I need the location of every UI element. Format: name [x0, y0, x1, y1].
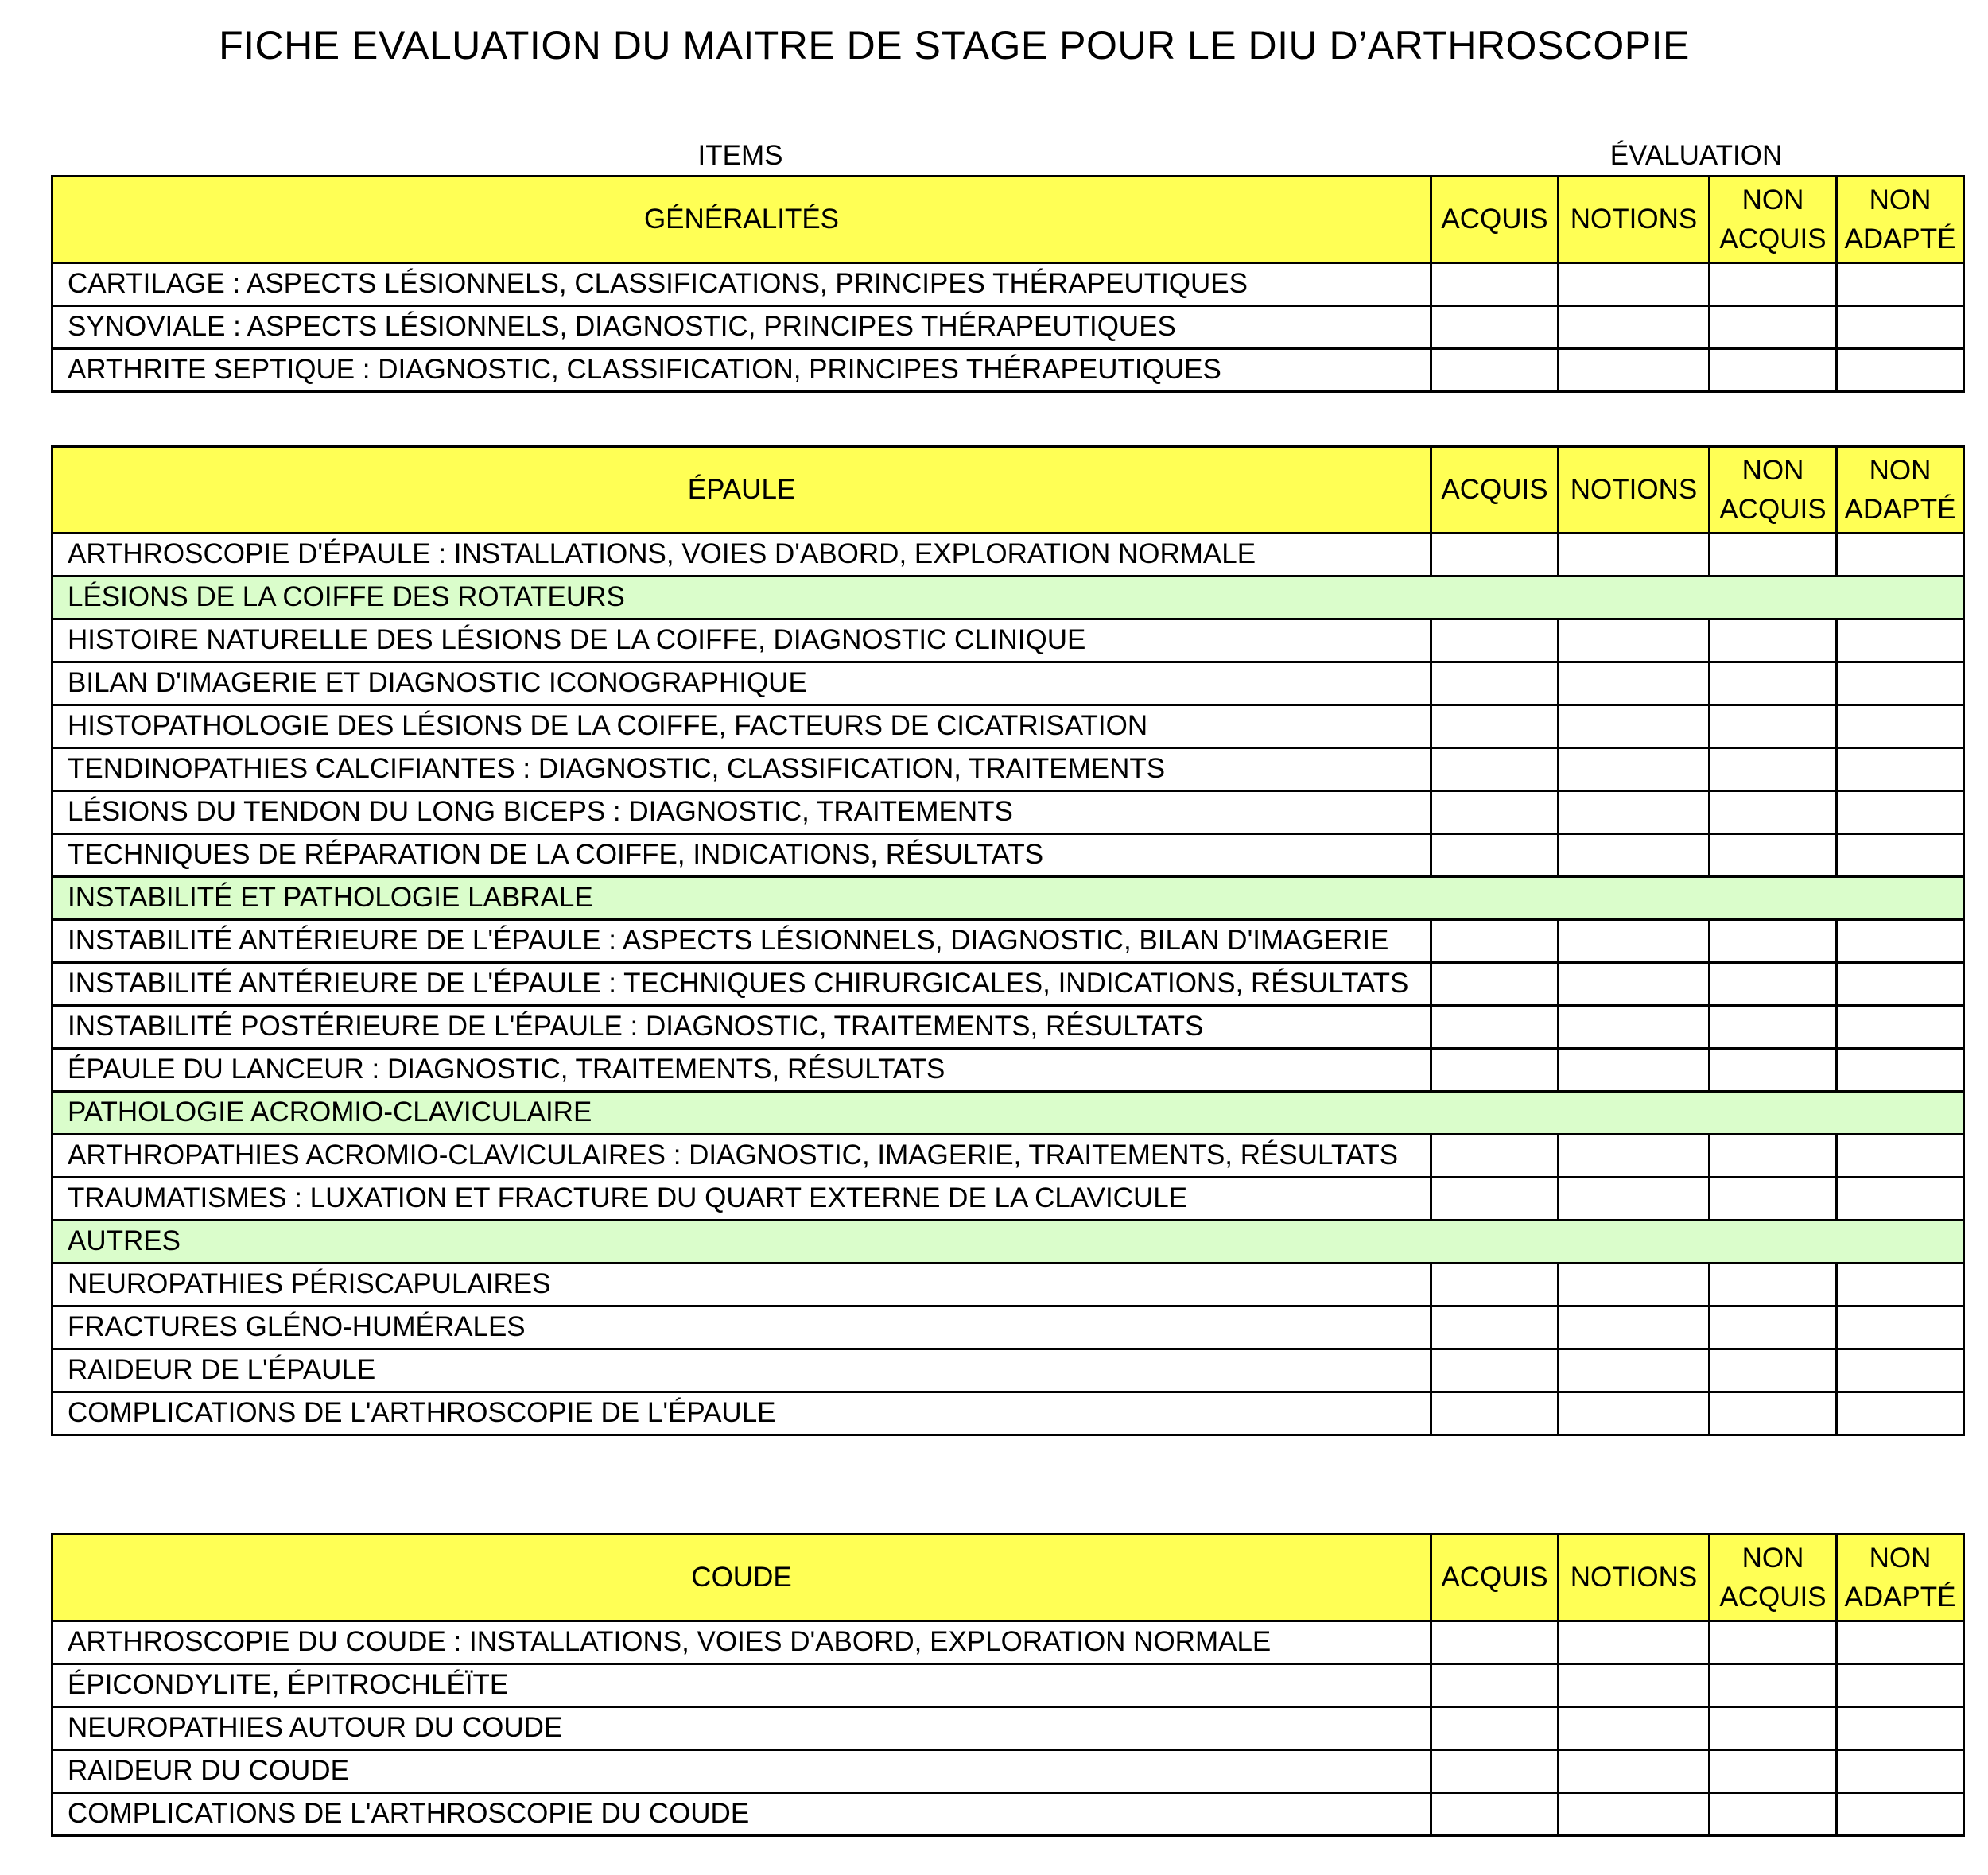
- checkbox-non-acquis[interactable]: [1710, 1793, 1837, 1836]
- checkbox-acquis[interactable]: [1431, 1135, 1559, 1178]
- checkbox-acquis[interactable]: [1431, 748, 1559, 791]
- checkbox-notions[interactable]: [1559, 619, 1710, 662]
- checkbox-acquis[interactable]: [1431, 1664, 1559, 1707]
- checkbox-non-adapte[interactable]: [1837, 662, 1964, 705]
- checkbox-non-adapte[interactable]: [1837, 748, 1964, 791]
- table-row: [52, 1006, 1964, 1049]
- checkbox-non-acquis[interactable]: [1710, 306, 1837, 349]
- checkbox-notions[interactable]: [1559, 920, 1710, 963]
- section-table: [51, 175, 1965, 393]
- table-row: [52, 306, 1964, 349]
- item-label: CARTILAGE : ASPECTS LÉSIONNELS, CLASSIFICATIONS, PRINCIPES THÉRAPEUTIQUES: [52, 263, 1431, 306]
- checkbox-non-adapte[interactable]: [1837, 963, 1964, 1006]
- subsection-row: [52, 576, 1964, 619]
- item-label: HISTOIRE NATURELLE DES LÉSIONS DE LA COIFFE, DIAGNOSTIC CLINIQUE: [52, 619, 1431, 662]
- checkbox-non-adapte[interactable]: [1837, 1664, 1964, 1707]
- checkbox-notions[interactable]: [1559, 1392, 1710, 1435]
- checkbox-non-acquis[interactable]: [1710, 1750, 1837, 1793]
- subsection-row: [52, 1092, 1964, 1135]
- item-label: COMPLICATIONS DE L'ARTHROSCOPIE DU COUDE: [52, 1793, 1431, 1836]
- checkbox-notions[interactable]: [1559, 1135, 1710, 1178]
- checkbox-notions[interactable]: [1559, 534, 1710, 576]
- checkbox-non-acquis[interactable]: [1710, 963, 1837, 1006]
- checkbox-notions[interactable]: [1559, 1793, 1710, 1836]
- item-label: ARTHROPATHIES ACROMIO-CLAVICULAIRES : DIAGNOSTIC, IMAGERIE, TRAITEMENTS, RÉSULTATS: [52, 1135, 1431, 1178]
- item-label: ARTHROSCOPIE DU COUDE : INSTALLATIONS, VOIES D'ABORD, EXPLORATION NORMALE: [52, 1621, 1431, 1664]
- table-row: [52, 920, 1964, 963]
- checkbox-acquis[interactable]: [1431, 791, 1559, 834]
- checkbox-notions[interactable]: [1559, 1306, 1710, 1349]
- table-row: [52, 1621, 1964, 1664]
- checkbox-non-adapte[interactable]: [1837, 791, 1964, 834]
- checkbox-non-adapte[interactable]: [1837, 1793, 1964, 1836]
- checkbox-notions[interactable]: [1559, 1349, 1710, 1392]
- item-label: ARTHROSCOPIE D'ÉPAULE : INSTALLATIONS, VOIES D'ABORD, EXPLORATION NORMALE: [52, 534, 1431, 576]
- item-label: INSTABILITÉ ANTÉRIEURE DE L'ÉPAULE : ASPECTS LÉSIONNELS, DIAGNOSTIC, BILAN D'IMAGERIE: [52, 920, 1431, 963]
- table-row: [52, 705, 1964, 748]
- checkbox-notions[interactable]: [1559, 791, 1710, 834]
- item-label: FRACTURES GLÉNO-HUMÉRALES: [52, 1306, 1431, 1349]
- checkbox-notions[interactable]: [1559, 1264, 1710, 1306]
- column-non-acquis-line1: NON: [1741, 1543, 1804, 1574]
- checkbox-non-acquis[interactable]: [1710, 791, 1837, 834]
- checkbox-non-adapte[interactable]: [1837, 1349, 1964, 1392]
- checkbox-acquis[interactable]: [1431, 1264, 1559, 1306]
- page-title: FICHE EVALUATION DU MAITRE DE STAGE POUR LE DIU D’ARTHROSCOPIE: [219, 23, 1690, 68]
- checkbox-non-acquis[interactable]: [1710, 1178, 1837, 1221]
- checkbox-acquis[interactable]: [1431, 963, 1559, 1006]
- checkbox-non-adapte[interactable]: [1837, 619, 1964, 662]
- table-row: [52, 1306, 1964, 1349]
- checkbox-non-acquis[interactable]: [1710, 1006, 1837, 1049]
- checkbox-notions[interactable]: [1559, 1664, 1710, 1707]
- checkbox-non-acquis[interactable]: [1710, 619, 1837, 662]
- column-acquis: ACQUIS: [1431, 1535, 1559, 1621]
- checkbox-non-acquis[interactable]: [1710, 834, 1837, 877]
- checkbox-notions[interactable]: [1559, 705, 1710, 748]
- checkbox-non-adapte[interactable]: [1837, 1178, 1964, 1221]
- table-row: [52, 1264, 1964, 1306]
- column-non-acquis: [1710, 177, 1837, 263]
- item-label: ARTHRITE SEPTIQUE : DIAGNOSTIC, CLASSIFICATION, PRINCIPES THÉRAPEUTIQUES: [52, 349, 1431, 392]
- subsection-title: AUTRES: [52, 1221, 1964, 1264]
- item-label: NEUROPATHIES AUTOUR DU COUDE: [52, 1707, 1431, 1750]
- checkbox-notions[interactable]: [1559, 263, 1710, 306]
- checkbox-acquis[interactable]: [1431, 306, 1559, 349]
- checkbox-non-adapte[interactable]: [1837, 534, 1964, 576]
- column-non-adapte-line2: ADAPTÉ: [1844, 1582, 1956, 1613]
- checkbox-non-acquis[interactable]: [1710, 1135, 1837, 1178]
- table-row: [52, 662, 1964, 705]
- section-title: COUDE: [52, 1535, 1431, 1621]
- checkbox-non-adapte[interactable]: [1837, 920, 1964, 963]
- checkbox-non-acquis[interactable]: [1710, 1392, 1837, 1435]
- column-non-acquis-line2: ACQUIS: [1719, 1582, 1827, 1613]
- checkbox-notions[interactable]: [1559, 963, 1710, 1006]
- column-non-acquis-line1: NON: [1741, 184, 1804, 215]
- section-header-row: [52, 1535, 1964, 1621]
- column-notions: NOTIONS: [1559, 447, 1710, 534]
- item-label: ÉPICONDYLITE, ÉPITROCHLÉÏTE: [52, 1664, 1431, 1707]
- checkbox-non-acquis[interactable]: [1710, 534, 1837, 576]
- checkbox-acquis[interactable]: [1431, 349, 1559, 392]
- column-acquis: ACQUIS: [1431, 177, 1559, 263]
- checkbox-acquis[interactable]: [1431, 263, 1559, 306]
- checkbox-acquis[interactable]: [1431, 1392, 1559, 1435]
- checkbox-notions[interactable]: [1559, 1621, 1710, 1664]
- checkbox-notions[interactable]: [1559, 1707, 1710, 1750]
- section-title: ÉPAULE: [52, 447, 1431, 534]
- table-row: [52, 1793, 1964, 1836]
- table-row: [52, 1707, 1964, 1750]
- item-label: NEUROPATHIES PÉRISCAPULAIRES: [52, 1264, 1431, 1306]
- table-row: [52, 263, 1964, 306]
- checkbox-acquis[interactable]: [1431, 1750, 1559, 1793]
- section-header-row: [52, 177, 1964, 263]
- checkbox-non-acquis[interactable]: [1710, 1621, 1837, 1664]
- table-row: [52, 619, 1964, 662]
- table-row: [52, 1664, 1964, 1707]
- table-row: [52, 1392, 1964, 1435]
- checkbox-non-acquis[interactable]: [1710, 1049, 1837, 1092]
- checkbox-non-adapte[interactable]: [1837, 306, 1964, 349]
- table-row: [52, 1349, 1964, 1392]
- checkbox-acquis[interactable]: [1431, 662, 1559, 705]
- column-non-adapte-line2: ADAPTÉ: [1844, 494, 1956, 525]
- checkbox-acquis[interactable]: [1431, 1707, 1559, 1750]
- checkbox-notions[interactable]: [1559, 349, 1710, 392]
- checkbox-non-adapte[interactable]: [1837, 1392, 1964, 1435]
- item-label: TENDINOPATHIES CALCIFIANTES : DIAGNOSTIC, CLASSIFICATION, TRAITEMENTS: [52, 748, 1431, 791]
- column-non-acquis: [1710, 447, 1837, 534]
- column-non-adapte: [1837, 447, 1964, 534]
- checkbox-non-adapte[interactable]: [1837, 834, 1964, 877]
- checkbox-notions[interactable]: [1559, 1750, 1710, 1793]
- checkbox-notions[interactable]: [1559, 662, 1710, 705]
- checkbox-acquis[interactable]: [1431, 1621, 1559, 1664]
- checkbox-non-acquis[interactable]: [1710, 705, 1837, 748]
- item-label: TECHNIQUES DE RÉPARATION DE LA COIFFE, INDICATIONS, RÉSULTATS: [52, 834, 1431, 877]
- section-table: [51, 1533, 1965, 1837]
- checkbox-acquis[interactable]: [1431, 1793, 1559, 1836]
- checkbox-acquis[interactable]: [1431, 1306, 1559, 1349]
- evaluation-caption: ÉVALUATION: [1609, 140, 1783, 171]
- checkbox-non-acquis[interactable]: [1710, 1306, 1837, 1349]
- subsection-title: PATHOLOGIE ACROMIO-CLAVICULAIRE: [52, 1092, 1964, 1135]
- checkbox-non-adapte[interactable]: [1837, 263, 1964, 306]
- table-row: [52, 834, 1964, 877]
- item-label: LÉSIONS DU TENDON DU LONG BICEPS : DIAGNOSTIC, TRAITEMENTS: [52, 791, 1431, 834]
- checkbox-acquis[interactable]: [1431, 1006, 1559, 1049]
- table-row: [52, 534, 1964, 576]
- checkbox-non-acquis[interactable]: [1710, 1707, 1837, 1750]
- checkbox-notions[interactable]: [1559, 748, 1710, 791]
- section-title: GÉNÉRALITÉS: [52, 177, 1431, 263]
- item-label: INSTABILITÉ ANTÉRIEURE DE L'ÉPAULE : TECHNIQUES CHIRURGICALES, INDICATIONS, RÉSULTATS: [52, 963, 1431, 1006]
- item-label: RAIDEUR DE L'ÉPAULE: [52, 1349, 1431, 1392]
- checkbox-acquis[interactable]: [1431, 705, 1559, 748]
- item-label: COMPLICATIONS DE L'ARTHROSCOPIE DE L'ÉPAULE: [52, 1392, 1431, 1435]
- checkbox-non-adapte[interactable]: [1837, 349, 1964, 392]
- checkbox-acquis[interactable]: [1431, 1178, 1559, 1221]
- checkbox-notions[interactable]: [1559, 306, 1710, 349]
- table-row: [52, 1135, 1964, 1178]
- subsection-title: INSTABILITÉ ET PATHOLOGIE LABRALE: [52, 877, 1964, 920]
- column-notions: NOTIONS: [1559, 1535, 1710, 1621]
- column-notions: NOTIONS: [1559, 177, 1710, 263]
- item-label: TRAUMATISMES : LUXATION ET FRACTURE DU QUART EXTERNE DE LA CLAVICULE: [52, 1178, 1431, 1221]
- column-non-adapte: [1837, 1535, 1964, 1621]
- checkbox-non-acquis[interactable]: [1710, 920, 1837, 963]
- table-row: [52, 1750, 1964, 1793]
- column-non-acquis-line2: ACQUIS: [1719, 223, 1827, 254]
- item-label: RAIDEUR DU COUDE: [52, 1750, 1431, 1793]
- checkbox-acquis[interactable]: [1431, 534, 1559, 576]
- checkbox-non-adapte[interactable]: [1837, 1621, 1964, 1664]
- column-non-adapte-line1: NON: [1869, 455, 1932, 486]
- checkbox-non-adapte[interactable]: [1837, 1135, 1964, 1178]
- checkbox-notions[interactable]: [1559, 1049, 1710, 1092]
- checkbox-non-adapte[interactable]: [1837, 1049, 1964, 1092]
- column-non-acquis: [1710, 1535, 1837, 1621]
- item-label: HISTOPATHOLOGIE DES LÉSIONS DE LA COIFFE, FACTEURS DE CICATRISATION: [52, 705, 1431, 748]
- table-row: [52, 963, 1964, 1006]
- table-row: [52, 1049, 1964, 1092]
- checkbox-non-acquis[interactable]: [1710, 1664, 1837, 1707]
- checkbox-notions[interactable]: [1559, 1178, 1710, 1221]
- table-row: [52, 1178, 1964, 1221]
- checkbox-non-adapte[interactable]: [1837, 705, 1964, 748]
- checkbox-non-adapte[interactable]: [1837, 1306, 1964, 1349]
- checkbox-notions[interactable]: [1559, 834, 1710, 877]
- checkbox-non-acquis[interactable]: [1710, 1264, 1837, 1306]
- column-non-adapte-line2: ADAPTÉ: [1844, 223, 1956, 254]
- item-label: BILAN D'IMAGERIE ET DIAGNOSTIC ICONOGRAPHIQUE: [52, 662, 1431, 705]
- subsection-title: LÉSIONS DE LA COIFFE DES ROTATEURS: [52, 576, 1964, 619]
- checkbox-notions[interactable]: [1559, 1006, 1710, 1049]
- item-label: ÉPAULE DU LANCEUR : DIAGNOSTIC, TRAITEMENTS, RÉSULTATS: [52, 1049, 1431, 1092]
- section-header-row: [52, 447, 1964, 534]
- checkbox-non-adapte[interactable]: [1837, 1750, 1964, 1793]
- item-label: INSTABILITÉ POSTÉRIEURE DE L'ÉPAULE : DIAGNOSTIC, TRAITEMENTS, RÉSULTATS: [52, 1006, 1431, 1049]
- checkbox-non-acquis[interactable]: [1710, 662, 1837, 705]
- checkbox-acquis[interactable]: [1431, 920, 1559, 963]
- column-acquis: ACQUIS: [1431, 447, 1559, 534]
- checkbox-acquis[interactable]: [1431, 619, 1559, 662]
- checkbox-acquis[interactable]: [1431, 834, 1559, 877]
- checkbox-acquis[interactable]: [1431, 1349, 1559, 1392]
- checkbox-non-acquis[interactable]: [1710, 748, 1837, 791]
- checkbox-acquis[interactable]: [1431, 1049, 1559, 1092]
- section-table: [51, 445, 1965, 1436]
- checkbox-non-acquis[interactable]: [1710, 1349, 1837, 1392]
- column-non-adapte-line1: NON: [1869, 1543, 1932, 1574]
- item-label: SYNOVIALE : ASPECTS LÉSIONNELS, DIAGNOSTIC, PRINCIPES THÉRAPEUTIQUES: [52, 306, 1431, 349]
- table-row: [52, 791, 1964, 834]
- checkbox-non-adapte[interactable]: [1837, 1707, 1964, 1750]
- subsection-row: [52, 877, 1964, 920]
- checkbox-non-acquis[interactable]: [1710, 263, 1837, 306]
- table-row: [52, 349, 1964, 392]
- column-non-adapte: [1837, 177, 1964, 263]
- column-non-acquis-line1: NON: [1741, 455, 1804, 486]
- items-caption: ITEMS: [697, 140, 783, 171]
- subsection-row: [52, 1221, 1964, 1264]
- checkbox-non-adapte[interactable]: [1837, 1264, 1964, 1306]
- table-row: [52, 748, 1964, 791]
- checkbox-non-acquis[interactable]: [1710, 349, 1837, 392]
- checkbox-non-adapte[interactable]: [1837, 1006, 1964, 1049]
- column-non-acquis-line2: ACQUIS: [1719, 494, 1827, 525]
- column-non-adapte-line1: NON: [1869, 184, 1932, 215]
